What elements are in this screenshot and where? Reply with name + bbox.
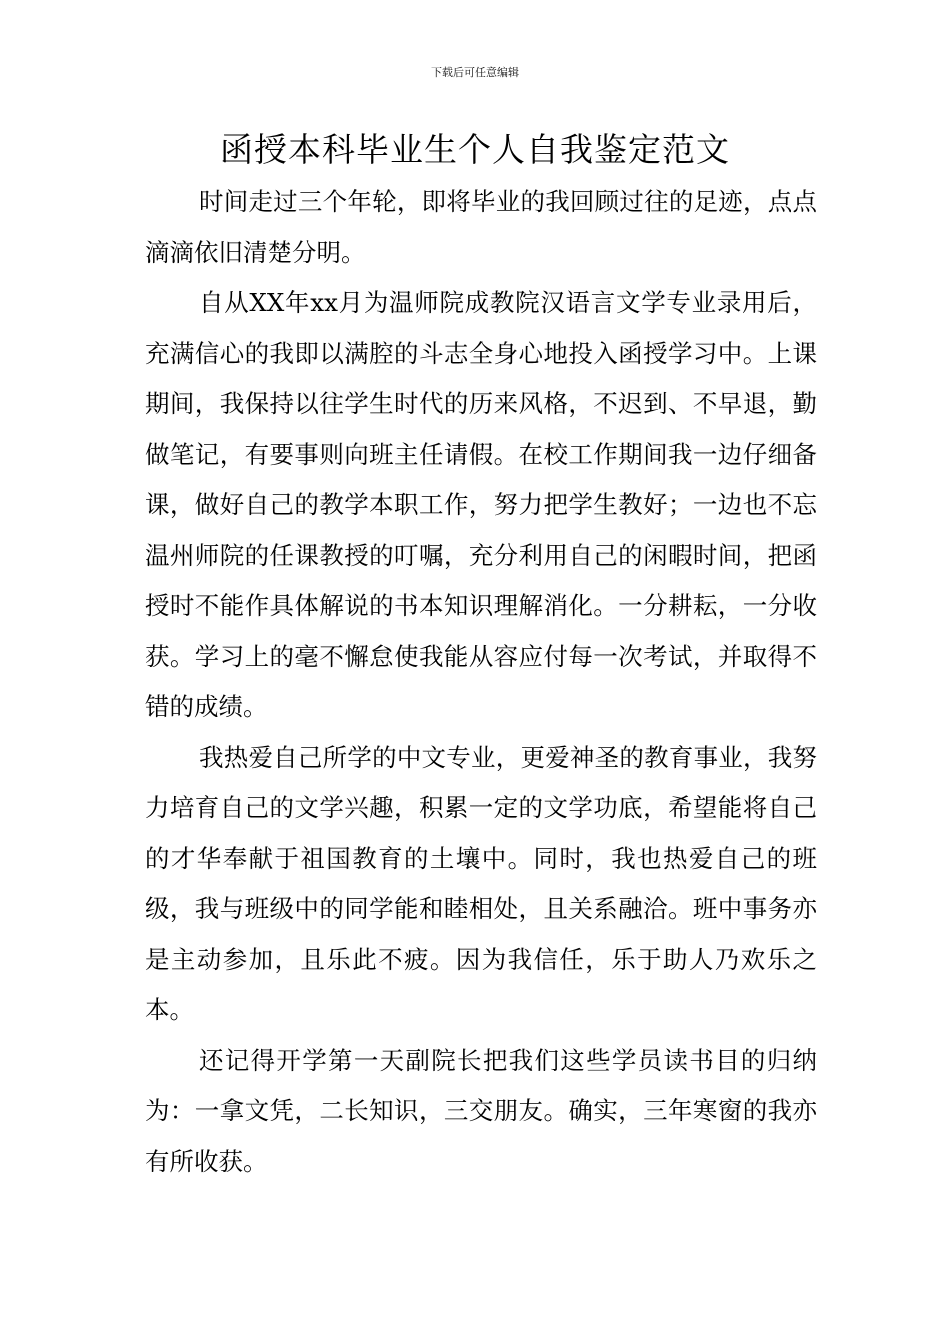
paragraph-4: 还记得开学第一天副院长把我们这些学员读书目的归纳为：一拿文凭，二长知识，三交朋友。确实，三年寒窗的我亦有所收获。	[145, 1045, 817, 1176]
paragraph-2: 自从XX年xx月为温师院成教院汉语言文学专业录用后，充满信心的我即以满腔的斗志全身心地投入函授学习中。上课期间，我保持以往学生时代的历来风格，不迟到、不早退，勤做笔记，有要事则向班主任请假。在校工作期间我一边仔细备课，做好自己的教学本职工作，努力把学生教好；一边也不忘温州师院的任课教授的叮嘱，充分利用自己的闲暇时间，把函授时不能作具体解说的书本知识理解消化。一分耕耘，一分收获。学习上的毫不懈怠使我能从容应付每一次考试，并取得不错的成绩。	[145, 288, 817, 721]
document-body	[145, 177, 817, 1187]
document-title: 函授本科毕业生个人自我鉴定范文	[220, 130, 730, 169]
header-note: 下载后可任意编辑	[431, 66, 519, 79]
paragraph-1: 时间走过三个年轮，即将毕业的我回顾过往的足迹，点点滴滴依旧清楚分明。	[145, 187, 817, 267]
paragraph-3: 我热爱自己所学的中文专业，更爱神圣的教育事业，我努力培育自己的文学兴趣，积累一定的文学功底，希望能将自己的才华奉献于祖国教育的土壤中。同时，我也热爱自己的班级，我与班级中的同学能和睦相处，且关系融洽。班中事务亦是主动参加，且乐此不疲。因为我信任，乐于助人乃欢乐之本。	[145, 742, 817, 1024]
